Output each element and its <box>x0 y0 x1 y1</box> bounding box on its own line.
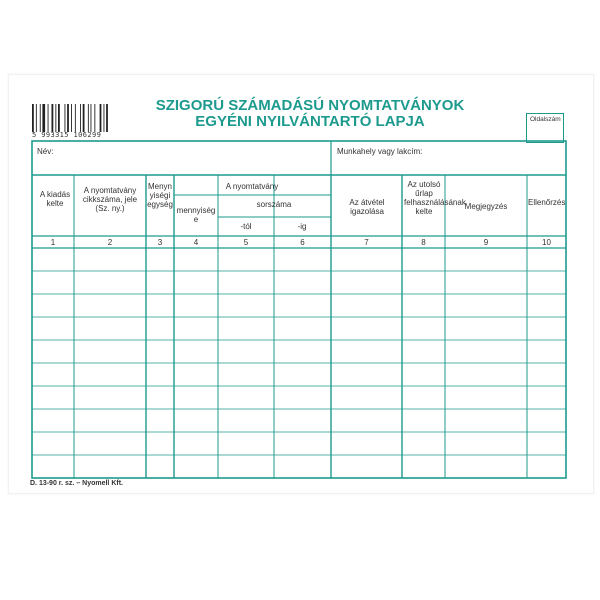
page-number-label: Oldalszám <box>530 116 561 123</box>
column-number: 6 <box>300 238 305 247</box>
col-issue-date-header: A kiadás kelte <box>39 190 71 208</box>
name-label: Név: <box>37 147 54 156</box>
title-line-2: EGYÉNI NYILVÁNTARTÓ LAPJA <box>195 113 425 130</box>
column-number: 7 <box>364 238 369 247</box>
footer-note: D. 13-90 r. sz. – Nyomell Kft. <box>30 480 123 487</box>
col-unit-header: Menynyiségi egység <box>147 182 173 209</box>
column-number: 3 <box>157 238 163 247</box>
col-quantity-header: mennyisége <box>176 206 216 224</box>
column-number: 8 <box>421 238 426 247</box>
col-serial-header: sorszáma <box>256 200 292 209</box>
workplace-label: Munkahely vagy lakcím: <box>337 147 423 156</box>
title-line-1: SZIGORÚ SZÁMADÁSÚ NYOMTATVÁNYOK <box>155 97 465 114</box>
column-number: 10 <box>542 238 551 247</box>
col-form-group-header: A nyomtatvány <box>225 182 279 191</box>
column-number: 2 <box>107 238 113 247</box>
column-number: 5 <box>243 238 249 247</box>
col-from-header: -tól <box>240 222 252 231</box>
col-check-header: Ellenőrzés <box>528 198 566 207</box>
col-notes-header: Megjegyzés <box>464 202 508 211</box>
column-number: 4 <box>193 238 199 247</box>
col-article-number-header: A nyomtatvány cikkszáma, jele (Sz. ny.) <box>82 186 138 213</box>
barcode-number: 5 993315 106299 <box>32 131 102 139</box>
col-last-use-header: Az utolsó űrlap felhasználásának kelte <box>404 180 466 216</box>
column-number: 9 <box>483 238 489 247</box>
col-to-header: -ig <box>297 222 307 231</box>
col-receipt-header: Az átvétel igazolása <box>349 198 385 216</box>
column-number: 1 <box>50 238 56 247</box>
